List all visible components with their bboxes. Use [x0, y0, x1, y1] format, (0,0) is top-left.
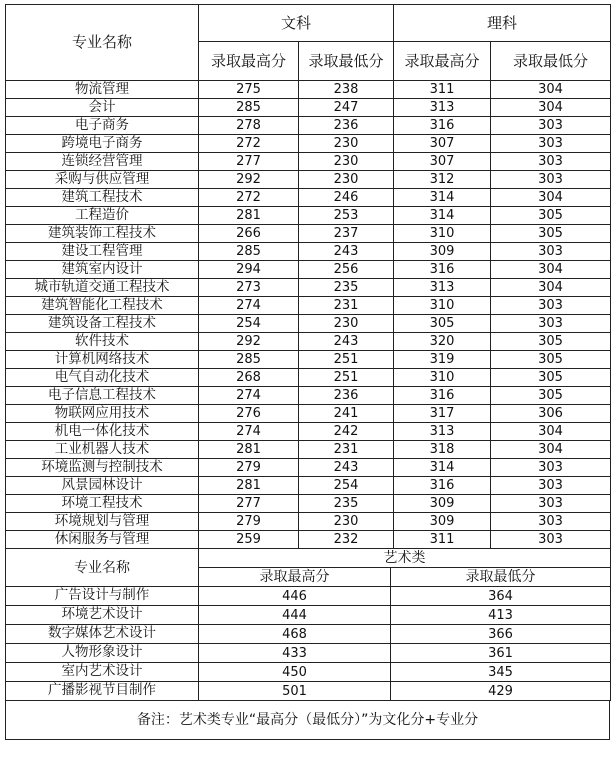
science-min-score: 303: [491, 171, 611, 189]
major-name: 建筑室内设计: [6, 261, 199, 279]
major-name: 物联网应用技术: [6, 405, 199, 423]
arts-min-score: 243: [299, 333, 394, 351]
header-science: 理科: [394, 5, 611, 42]
science-max-score: 313: [394, 279, 491, 297]
major-name: 建筑设备工程技术: [6, 315, 199, 333]
major-name: 电气自动化技术: [6, 369, 199, 387]
art-max-score: 444: [199, 606, 391, 625]
table-row: [6, 369, 611, 387]
arts-max-score: 254: [199, 315, 299, 333]
art-header-min: 录取最低分: [391, 568, 611, 587]
arts-min-score: 230: [299, 171, 394, 189]
arts-max-score: 277: [199, 153, 299, 171]
science-min-score: 304: [491, 99, 611, 117]
major-name: 城市轨道交通工程技术: [6, 279, 199, 297]
arts-max-score: 279: [199, 513, 299, 531]
arts-min-score: 230: [299, 135, 394, 153]
table-row: [6, 81, 611, 99]
arts-min-score: 256: [299, 261, 394, 279]
art-min-score: 364: [391, 587, 611, 606]
arts-min-score: 251: [299, 351, 394, 369]
science-max-score: 316: [394, 477, 491, 495]
major-name: 软件技术: [6, 333, 199, 351]
table-row: [6, 495, 611, 513]
arts-min-score: 238: [299, 81, 394, 99]
major-name: 连锁经营管理: [6, 153, 199, 171]
note-text: 备注：艺术类专业“最高分（最低分）”为文化分+专业分: [6, 701, 610, 740]
science-min-score: 303: [491, 153, 611, 171]
science-min-score: 304: [491, 261, 611, 279]
science-max-score: 318: [394, 441, 491, 459]
arts-min-score: 232: [299, 531, 394, 549]
table-row: [6, 171, 611, 189]
major-name: 会计: [6, 99, 199, 117]
arts-min-score: 251: [299, 369, 394, 387]
arts-min-score: 241: [299, 405, 394, 423]
science-min-score: 303: [491, 477, 611, 495]
science-max-score: 310: [394, 297, 491, 315]
major-name: 电子商务: [6, 117, 199, 135]
admission-score-sheet: [5, 4, 610, 766]
arts-min-score: 246: [299, 189, 394, 207]
major-name: 电子信息工程技术: [6, 387, 199, 405]
arts-max-score: 285: [199, 243, 299, 261]
art-max-score: 468: [199, 625, 391, 644]
arts-max-score: 276: [199, 405, 299, 423]
science-min-score: 303: [491, 315, 611, 333]
major-name: 环境工程技术: [6, 495, 199, 513]
science-max-score: 320: [394, 333, 491, 351]
table-row: [6, 387, 611, 405]
table-row: [6, 423, 611, 441]
major-name: 建设工程管理: [6, 243, 199, 261]
table-row: [6, 405, 611, 423]
science-min-score: 304: [491, 81, 611, 99]
note-table: [5, 700, 610, 740]
art-header-category: 艺术类: [199, 549, 611, 568]
science-min-score: 305: [491, 207, 611, 225]
major-name: 建筑智能化工程技术: [6, 297, 199, 315]
science-min-score: 303: [491, 495, 611, 513]
arts-max-score: 281: [199, 441, 299, 459]
science-max-score: 314: [394, 189, 491, 207]
table-row: [6, 135, 611, 153]
science-min-score: 304: [491, 279, 611, 297]
science-max-score: 312: [394, 171, 491, 189]
art-major-name: 广告设计与制作: [6, 587, 199, 606]
arts-max-score: 281: [199, 477, 299, 495]
major-name: 风景园林设计: [6, 477, 199, 495]
science-min-score: 305: [491, 369, 611, 387]
science-min-score: 306: [491, 405, 611, 423]
major-name: 工程造价: [6, 207, 199, 225]
science-min-score: 303: [491, 117, 611, 135]
arts-min-score: 230: [299, 513, 394, 531]
arts-max-score: 274: [199, 297, 299, 315]
science-max-score: 305: [394, 315, 491, 333]
arts-max-score: 277: [199, 495, 299, 513]
arts-min-score: 243: [299, 243, 394, 261]
table-row: [6, 682, 611, 701]
table-row: [6, 99, 611, 117]
table-row: [6, 117, 611, 135]
science-max-score: 307: [394, 135, 491, 153]
arts-max-score: 272: [199, 189, 299, 207]
science-max-score: 314: [394, 207, 491, 225]
table-row: [6, 189, 611, 207]
arts-min-score: 236: [299, 387, 394, 405]
arts-max-score: 281: [199, 207, 299, 225]
arts-min-score: 231: [299, 297, 394, 315]
major-name: 物流管理: [6, 81, 199, 99]
table-row: [6, 207, 611, 225]
science-min-score: 303: [491, 135, 611, 153]
arts-max-score: 259: [199, 531, 299, 549]
major-name: 计算机网络技术: [6, 351, 199, 369]
science-max-score: 309: [394, 495, 491, 513]
table-row: [6, 225, 611, 243]
art-score-table: [5, 548, 611, 701]
table-row: [6, 279, 611, 297]
arts-min-score: 236: [299, 117, 394, 135]
arts-max-score: 275: [199, 81, 299, 99]
art-min-score: 366: [391, 625, 611, 644]
arts-max-score: 285: [199, 99, 299, 117]
art-header-max: 录取最高分: [199, 568, 391, 587]
table-row: [6, 644, 611, 663]
science-max-score: 316: [394, 261, 491, 279]
science-max-score: 311: [394, 81, 491, 99]
arts-max-score: 294: [199, 261, 299, 279]
table-row: [6, 441, 611, 459]
table-row: [6, 459, 611, 477]
art-min-score: 413: [391, 606, 611, 625]
science-min-score: 303: [491, 243, 611, 261]
major-name: 采购与供应管理: [6, 171, 199, 189]
arts-max-score: 274: [199, 423, 299, 441]
arts-min-score: 242: [299, 423, 394, 441]
art-max-score: 501: [199, 682, 391, 701]
table-row: [6, 587, 611, 606]
arts-min-score: 235: [299, 279, 394, 297]
art-major-name: 数字媒体艺术设计: [6, 625, 199, 644]
major-name: 环境监测与控制技术: [6, 459, 199, 477]
arts-min-score: 231: [299, 441, 394, 459]
science-max-score: 310: [394, 225, 491, 243]
science-max-score: 309: [394, 513, 491, 531]
science-min-score: 305: [491, 225, 611, 243]
art-major-name: 环境艺术设计: [6, 606, 199, 625]
science-min-score: 305: [491, 351, 611, 369]
arts-min-score: 243: [299, 459, 394, 477]
table-row: [6, 513, 611, 531]
science-min-score: 303: [491, 531, 611, 549]
science-max-score: 307: [394, 153, 491, 171]
arts-max-score: 292: [199, 171, 299, 189]
table-row: [6, 606, 611, 625]
art-major-name: 人物形象设计: [6, 644, 199, 663]
table-row: [6, 153, 611, 171]
major-name: 休闲服务与管理: [6, 531, 199, 549]
major-name: 工业机器人技术: [6, 441, 199, 459]
arts-max-score: 266: [199, 225, 299, 243]
art-max-score: 450: [199, 663, 391, 682]
science-min-score: 305: [491, 333, 611, 351]
arts-max-score: 273: [199, 279, 299, 297]
science-max-score: 313: [394, 99, 491, 117]
arts-max-score: 274: [199, 387, 299, 405]
art-major-name: 室内艺术设计: [6, 663, 199, 682]
science-max-score: 314: [394, 459, 491, 477]
arts-max-score: 292: [199, 333, 299, 351]
major-name: 环境规划与管理: [6, 513, 199, 531]
header-science-max: 录取最高分: [394, 42, 491, 81]
major-name: 跨境电子商务: [6, 135, 199, 153]
table-row: [6, 531, 611, 549]
table-row: [6, 315, 611, 333]
arts-min-score: 253: [299, 207, 394, 225]
science-max-score: 317: [394, 405, 491, 423]
art-min-score: 429: [391, 682, 611, 701]
science-max-score: 309: [394, 243, 491, 261]
header-major: 专业名称: [6, 5, 199, 81]
science-min-score: 305: [491, 387, 611, 405]
arts-max-score: 285: [199, 351, 299, 369]
header-arts: 文科: [199, 5, 394, 42]
science-min-score: 304: [491, 189, 611, 207]
art-header-major: 专业名称: [6, 549, 199, 587]
art-min-score: 361: [391, 644, 611, 663]
arts-min-score: 237: [299, 225, 394, 243]
table-row: [6, 243, 611, 261]
arts-max-score: 278: [199, 117, 299, 135]
arts-max-score: 268: [199, 369, 299, 387]
arts-science-score-table: [5, 4, 611, 549]
major-name: 机电一体化技术: [6, 423, 199, 441]
header-science-min: 录取最低分: [491, 42, 611, 81]
table-row: [6, 663, 611, 682]
science-max-score: 316: [394, 117, 491, 135]
table-row: [6, 625, 611, 644]
table-row: [6, 477, 611, 495]
art-max-score: 446: [199, 587, 391, 606]
table-row: [6, 351, 611, 369]
science-max-score: 310: [394, 369, 491, 387]
arts-min-score: 230: [299, 315, 394, 333]
arts-min-score: 235: [299, 495, 394, 513]
science-min-score: 304: [491, 423, 611, 441]
header-arts-min: 录取最低分: [299, 42, 394, 81]
art-major-name: 广播影视节目制作: [6, 682, 199, 701]
table-row: [6, 297, 611, 315]
arts-max-score: 279: [199, 459, 299, 477]
science-min-score: 303: [491, 459, 611, 477]
science-min-score: 303: [491, 513, 611, 531]
science-min-score: 303: [491, 297, 611, 315]
arts-min-score: 254: [299, 477, 394, 495]
arts-min-score: 230: [299, 153, 394, 171]
major-name: 建筑装饰工程技术: [6, 225, 199, 243]
science-max-score: 313: [394, 423, 491, 441]
table-row: [6, 261, 611, 279]
header-arts-max: 录取最高分: [199, 42, 299, 81]
science-max-score: 311: [394, 531, 491, 549]
science-max-score: 319: [394, 351, 491, 369]
arts-min-score: 247: [299, 99, 394, 117]
table-row: [6, 333, 611, 351]
science-min-score: 304: [491, 441, 611, 459]
art-max-score: 433: [199, 644, 391, 663]
science-max-score: 316: [394, 387, 491, 405]
arts-max-score: 272: [199, 135, 299, 153]
art-min-score: 345: [391, 663, 611, 682]
major-name: 建筑工程技术: [6, 189, 199, 207]
